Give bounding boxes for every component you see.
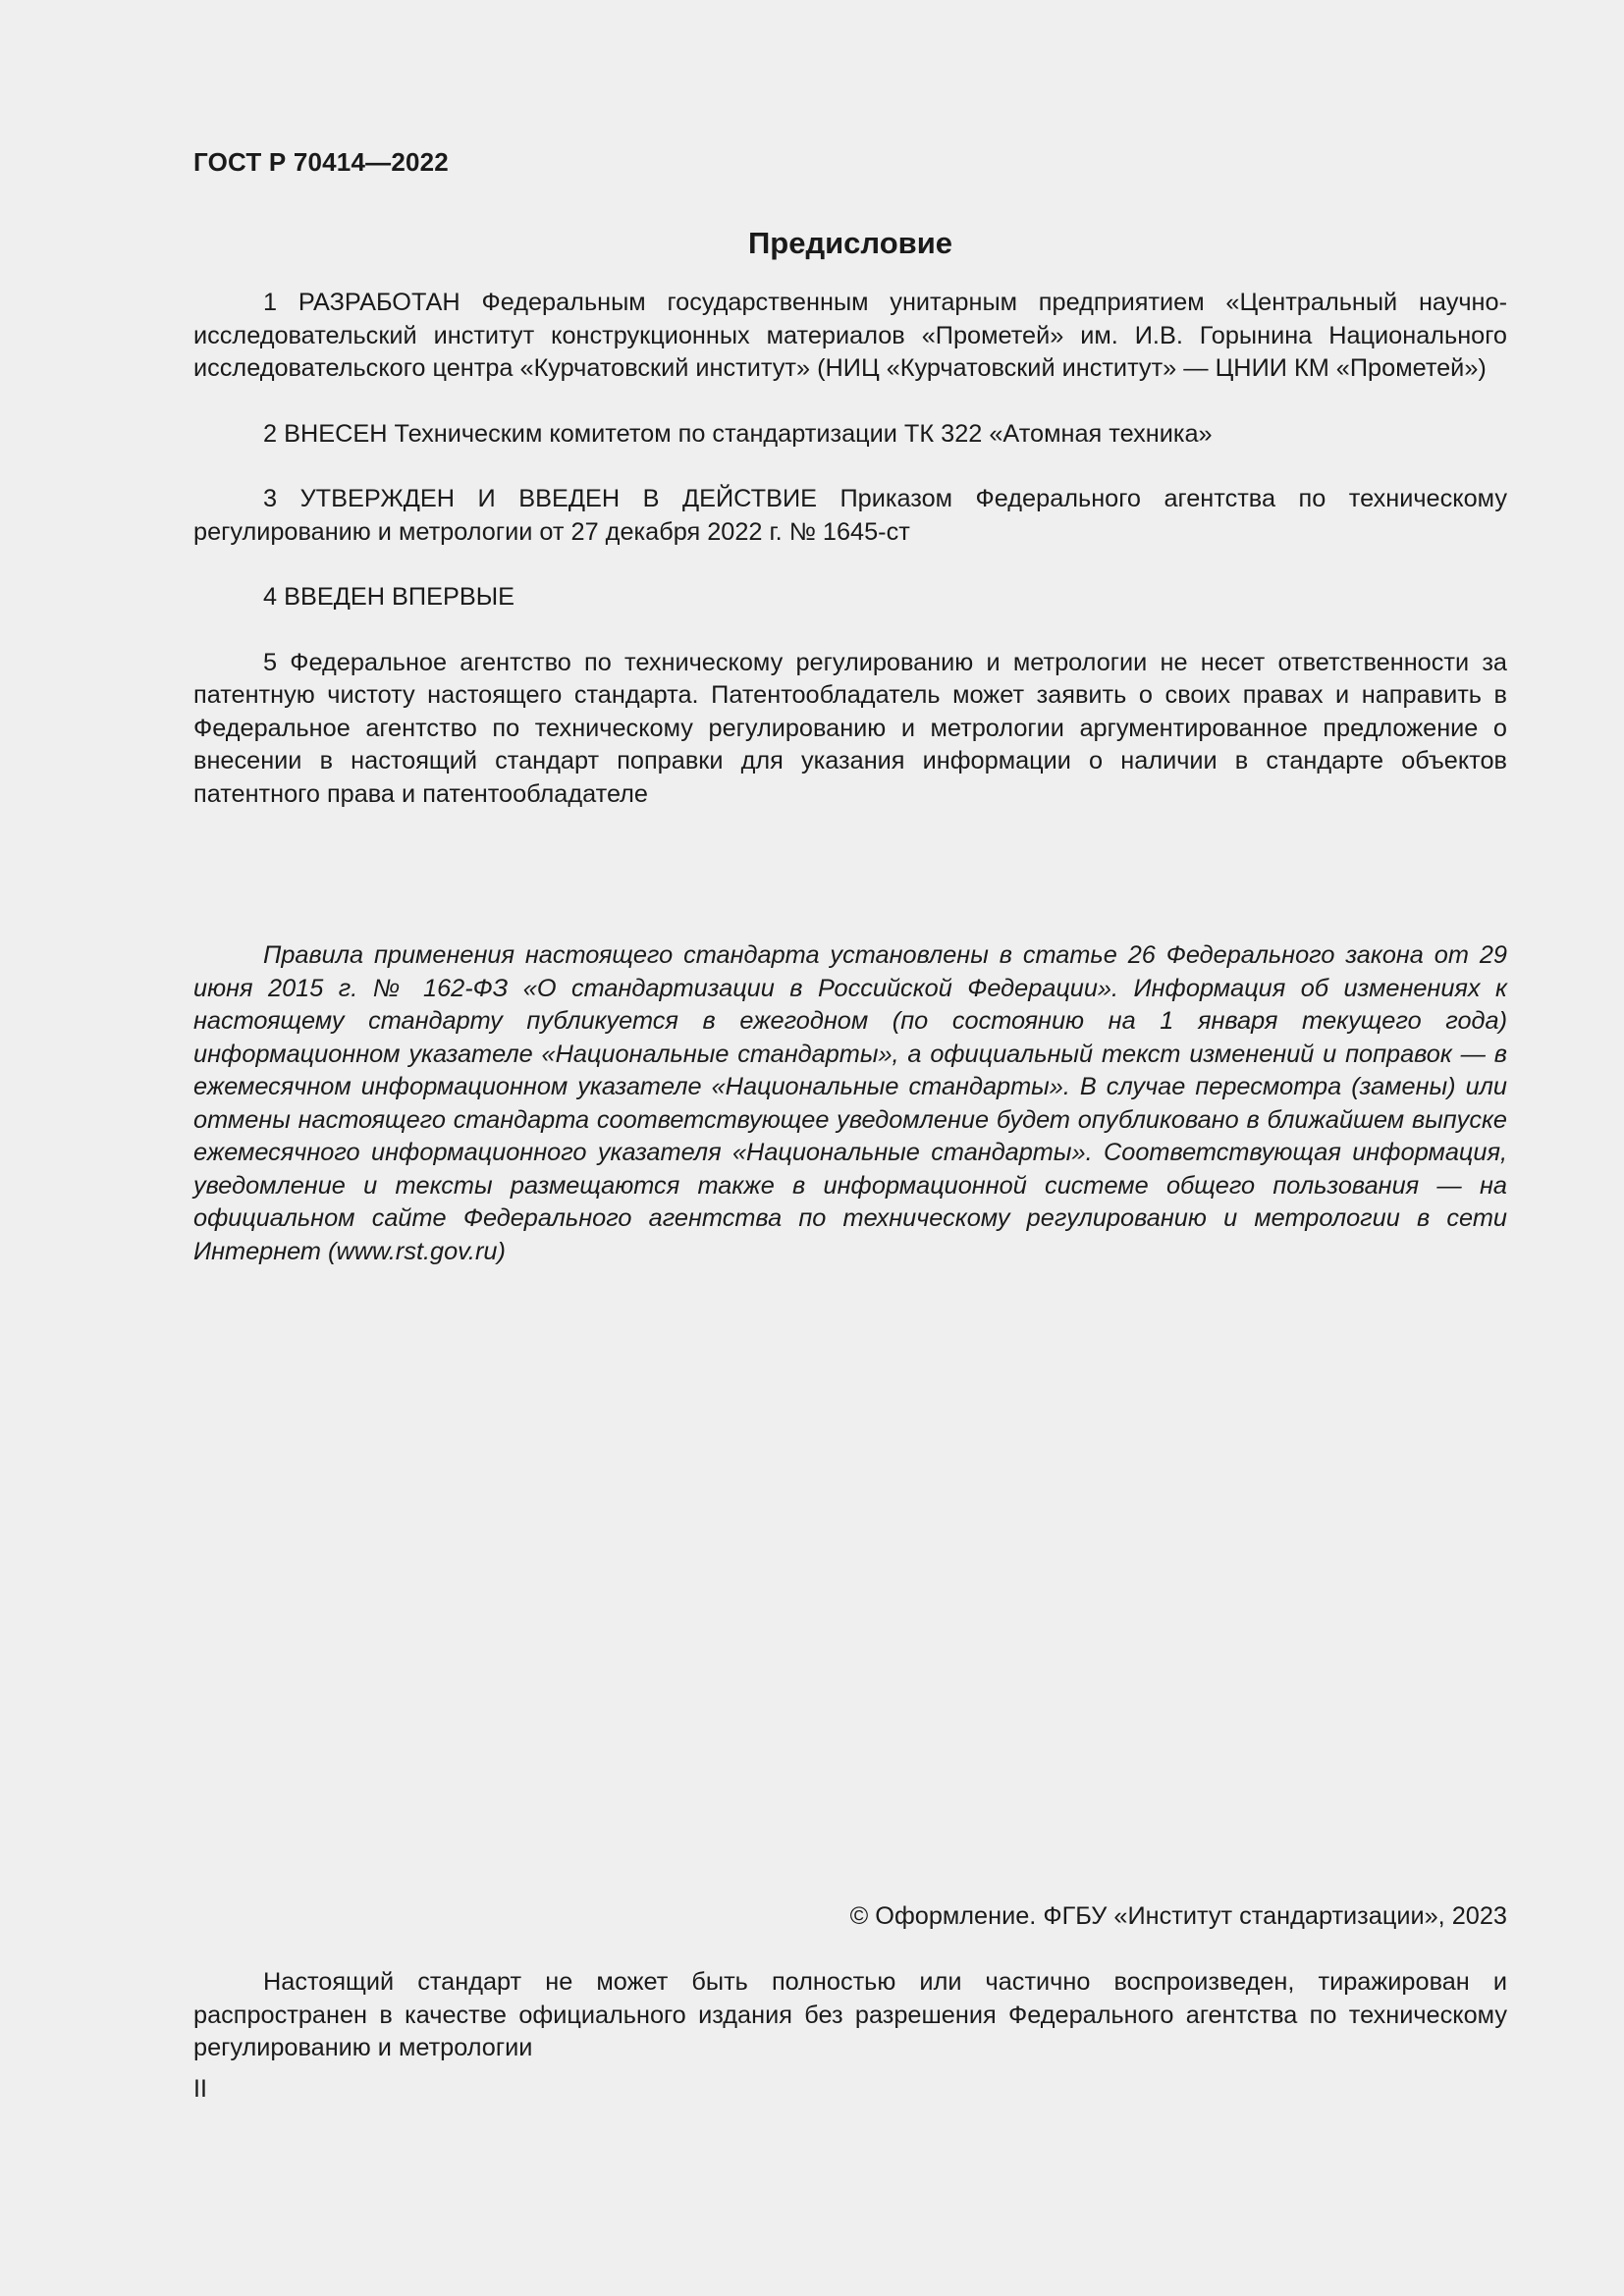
preface-item-4: 4 ВВЕДЕН ВПЕРВЫЕ — [263, 583, 514, 611]
preface-item-3: 3 УТВЕРЖДЕН И ВВЕДЕН В ДЕЙСТВИЕ Приказом Федерального агентства по техническому регулированию и метрологии от 27 декабря 2022 г. № 1645-ст — [193, 485, 1507, 546]
preface-item-1: 1 РАЗРАБОТАН Федеральным государственным унитарным предприятием «Центральный научно-исследовательский институт конструкционных материалов «Прометей» им. И.В. Горынина Национального исследовательского центра «Курчатовский институт» (НИЦ «Курчатовский институт» — ЦНИИ КМ «Прометей») — [193, 289, 1507, 382]
preface-items — [193, 287, 1507, 843]
copyright-line: © Оформление. ФГБУ «Институт стандартизации», 2023 — [849, 1902, 1507, 1930]
application-rules-note: Правила применения настоящего стандарта установлены в статье 26 Федерального закона от 29 июня 2015 г. № 162-ФЗ «О стандартизации в Российской Федерации». Информация об изменениях к настоящему стандарту публикуется в ежегодном (по состоянию на 1 января текущего года) информационном указателе «Национальные стандарты», а официальный текст изменений и поправок — в ежемесячном информационном указателе «Национальные стандарты». В случае пересмотра (замены) или отмены настоящего стандарта соответствующее уведомление будет опубликовано в ближайшем выпуске ежемесячного информационного указателя «Национальные стандарты». Соответствующая информация, уведомление и тексты размещаются также в информационной системе общего пользования — на официальном сайте Федерального агентства по техническому регулированию и метрологии в сети Интернет (www.rst.gov.ru) — [193, 941, 1507, 1265]
page-number: II — [193, 2075, 207, 2103]
document-id: ГОСТ Р 70414—2022 — [193, 147, 449, 177]
preface-item-2: 2 ВНЕСЕН Техническим комитетом по стандартизации ТК 322 «Атомная техника» — [263, 419, 1213, 448]
preface-title: Предисловие — [747, 226, 952, 260]
preface-item-5: 5 Федеральное агентство по техническому регулированию и метрологии не несет ответственности за патентную чистоту настоящего стандарта. Патентообладатель может заявить о своих правах и направить в Федеральное агентство по техническому регулированию и метрологии аргументированное предложение о внесении в настоящий стандарт поправки для указания информации о наличии в стандарте объектов патентного права и патентообладателе — [193, 648, 1507, 808]
document-page — [193, 0, 1507, 2296]
reproduction-notice: Настоящий стандарт не может быть полностью или частично воспроизведен, тиражирован и распространен в качестве официального издания без разрешения Федерального агентства по техническому регулированию и метрологии — [193, 1968, 1507, 2061]
